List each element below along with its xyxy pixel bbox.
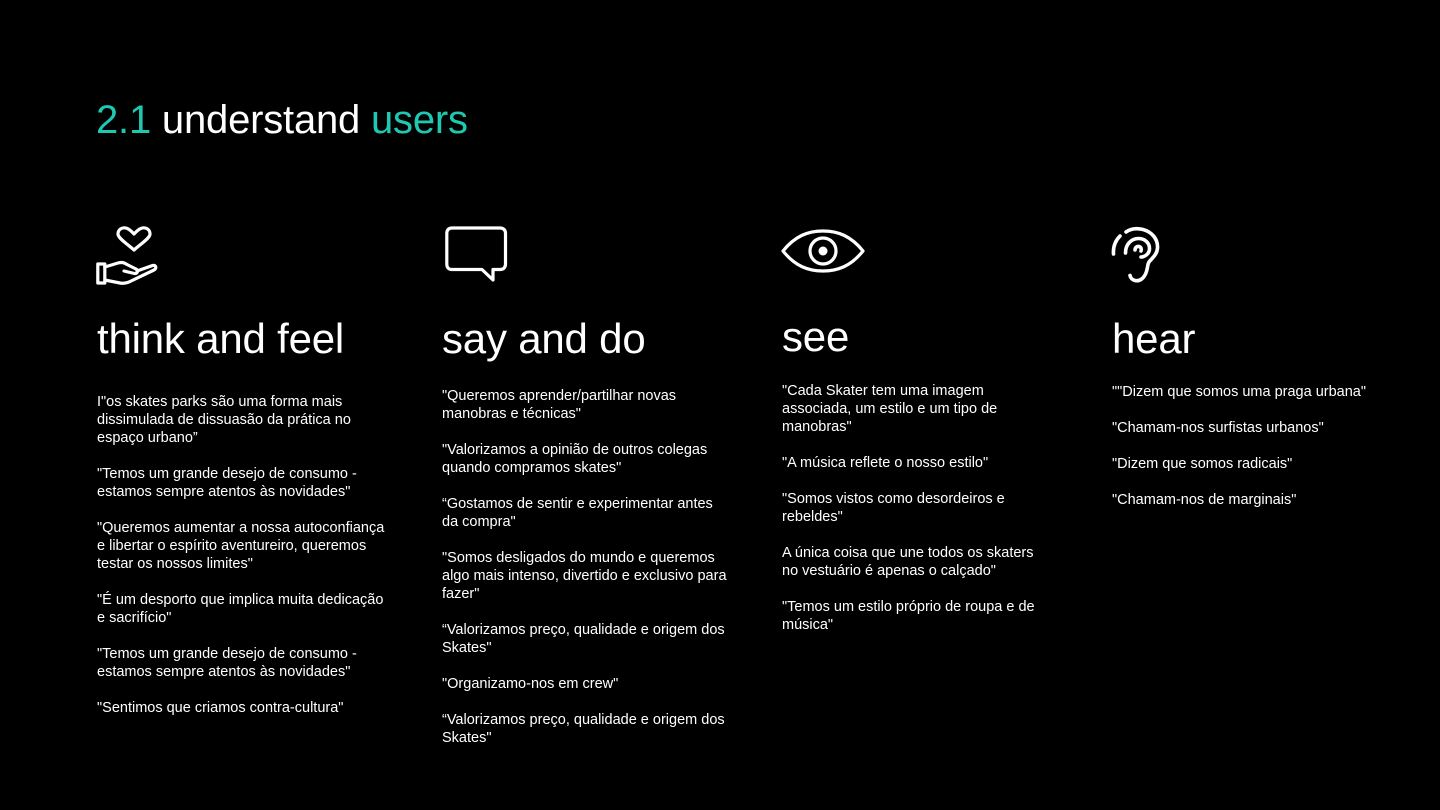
quote-item: "Somos desligados do mundo e queremos algo mais intenso, divertido e exclusivo para fazer" (442, 550, 727, 602)
quote-item: A única coisa que une todos os skaters no vestuário é apenas o calçado" (782, 545, 1034, 579)
quote-list (1112, 383, 1382, 527)
page-title (96, 94, 468, 146)
quote-list (782, 382, 1052, 652)
quote-item: "Cada Skater tem uma imagem associada, um estilo e um tipo de manobras" (782, 383, 998, 435)
quote-item: "Dizem que somos radicais" (1112, 456, 1293, 472)
hand-heart-icon (96, 226, 160, 288)
column-heading: hear (1112, 315, 1196, 362)
quote-item: "Queremos aumentar a nossa autoconfiança e libertar o espírito aventureiro, queremos testar os nossos limites" (97, 520, 385, 572)
quote-item: "Chamam-nos surfistas urbanos" (1112, 420, 1324, 436)
column-heading: say and do (442, 315, 646, 362)
quote-item: "Organizamo-nos em crew" (442, 676, 619, 692)
quote-item: "Valorizamos a opinião de outros colegas quando compramos skates" (442, 442, 708, 476)
quote-item: "Temos um grande desejo de consumo -estamos sempre atentos às novidades" (97, 646, 357, 680)
quote-item: “Valorizamos preço, qualidade e origem dos Skates" (442, 712, 725, 746)
quote-item: "Temos um grande desejo de consumo -estamos sempre atentos às novidades" (97, 466, 357, 500)
quote-list (442, 387, 727, 765)
title-middle: understand (151, 98, 371, 142)
eye-icon (781, 229, 865, 273)
quote-item: "Chamam-nos de marginais" (1112, 492, 1297, 508)
column-heading: think and feel (97, 315, 345, 362)
quote-item: "Temos um estilo próprio de roupa e de música" (782, 599, 1035, 633)
quote-item: "Somos vistos como desordeiros e rebeldes" (782, 491, 1005, 525)
quote-item: “Valorizamos preço, qualidade e origem dos Skates" (442, 622, 725, 656)
quote-item: “Gostamos de sentir e experimentar antes da compra" (442, 496, 713, 530)
quote-item: "A música reflete o nosso estilo" (782, 455, 989, 471)
speech-bubble-icon (445, 226, 509, 284)
quote-item: "É um desporto que implica muita dedicação e sacrifício" (97, 592, 384, 626)
title-last: users (371, 98, 468, 142)
title-number: 2.1 (96, 98, 152, 142)
quote-item: ""Dizem que somos uma praga urbana" (1112, 384, 1367, 400)
column-heading: see (782, 313, 850, 360)
ear-icon (1110, 226, 1162, 284)
quote-item: "Sentimos que criamos contra-cultura" (97, 700, 344, 716)
quote-item: I"os skates parks são uma forma mais dissimulada de dissuasão da prática no espaço urbano” (97, 394, 351, 446)
quote-item: "Queremos aprender/partilhar novas manobras e técnicas" (442, 388, 677, 422)
quote-list (97, 393, 387, 735)
